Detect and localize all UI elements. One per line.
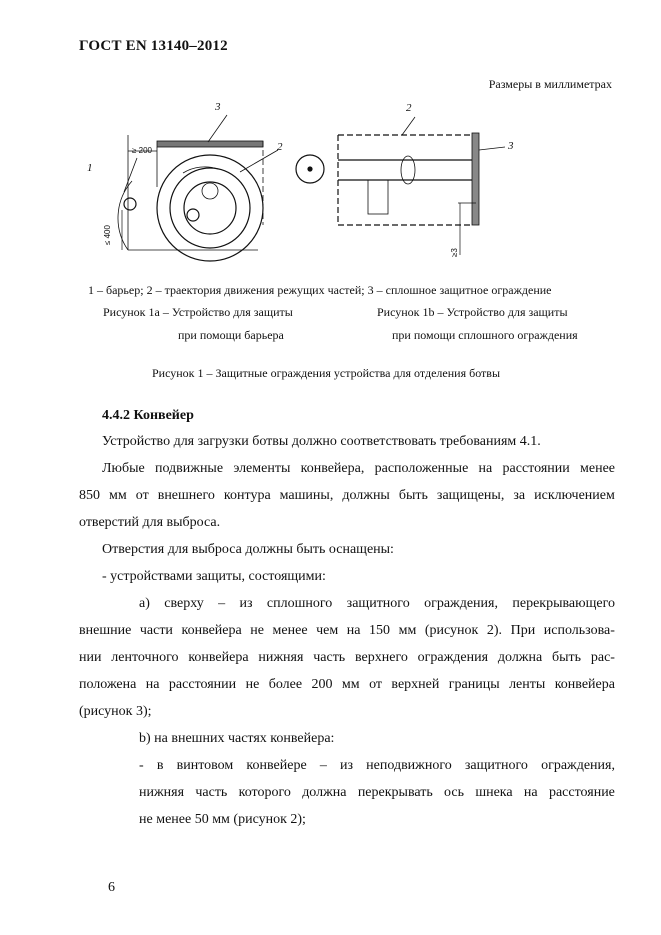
cutter-part xyxy=(187,209,199,221)
paragraph-line: Устройство для загрузки ботвы должно соответствовать требованиям 4.1. xyxy=(102,434,541,449)
cutter-trajectory-inner xyxy=(170,168,250,248)
paragraph-line: отверстий для выброса. xyxy=(79,515,221,530)
page-number: 6 xyxy=(108,880,115,895)
figure-legend: 1 – барьер; 2 – траектория движения режущих частей; 3 – сплошное защитное ограждение xyxy=(88,283,552,297)
caption-1b: Рисунок 1b – Устройство для защиты xyxy=(377,305,568,319)
dim-3: ≥3 xyxy=(450,248,459,257)
paragraph-line: 850 мм от внешнего контура машины, должны быть защищены, за исключением xyxy=(79,488,615,503)
paragraph-line: (рисунок 3); xyxy=(79,704,152,719)
label-2b: 2 xyxy=(406,102,412,114)
leader-1 xyxy=(124,158,137,192)
label-3a: 3 xyxy=(215,101,221,113)
paragraph-line: не менее 50 мм (рисунок 2); xyxy=(139,812,306,827)
units-note: Размеры в миллиметрах xyxy=(488,77,612,91)
leader-3b xyxy=(479,147,505,150)
leader-2b xyxy=(402,117,415,135)
figure-1 xyxy=(80,95,600,270)
leader-2a xyxy=(240,150,278,172)
dim-400: ≤ 400 xyxy=(103,225,112,245)
label-2a: 2 xyxy=(277,141,283,153)
leader-3a xyxy=(208,115,227,142)
barrier-marker xyxy=(124,198,136,210)
paragraph-line: положена на расстоянии не более 200 мм от верхней границы ленты конвейера xyxy=(79,677,615,692)
figure-1-drawing xyxy=(80,95,600,270)
paragraph-line: - в винтовом конвейере – из неподвижного защитного ограждения, xyxy=(139,758,615,773)
caption-1a: Рисунок 1а – Устройство для защиты xyxy=(103,305,293,319)
paragraph-line: - устройствами защиты, состоящими: xyxy=(102,569,326,584)
solid-guard xyxy=(472,133,479,225)
bracket xyxy=(368,180,388,214)
standard-number: ГОСТ EN 13140–2012 xyxy=(79,38,228,54)
figure-1-caption: Рисунок 1 – Защитные ограждения устройства для отделения ботвы xyxy=(152,366,501,380)
guard-plate xyxy=(157,141,263,147)
paragraph-line: нии ленточного конвейера нижняя часть верхнего ограждения должна быть рас- xyxy=(79,650,615,665)
paragraph-line: внешние части конвейера не менее чем на 150 мм (рисунок 2). При использова- xyxy=(79,623,615,638)
paragraph-line: а) сверху – из сплошного защитного ограждения, перекрывающего xyxy=(139,596,615,611)
caption-1a-cont: при помощи барьера xyxy=(178,328,284,342)
dim-200: ≥ 200 xyxy=(132,146,152,155)
label-1: 1 xyxy=(87,162,93,174)
paragraph-line: нижняя часть которого должна перекрывать ось шнека на расстояние xyxy=(139,785,615,800)
paragraph-line: Отверстия для выброса должны быть оснащены: xyxy=(102,542,394,557)
section-heading: 4.4.2 Конвейер xyxy=(102,408,194,423)
paragraph-line: Любые подвижные элементы конвейера, расположенные на расстоянии менее xyxy=(102,461,615,476)
cutter-trajectory-outer xyxy=(157,155,263,261)
barrier-arc xyxy=(118,181,132,250)
caption-1b-cont: при помощи сплошного ограждения xyxy=(392,328,578,342)
label-3b: 3 xyxy=(508,140,514,152)
paragraph-line: b) на внешних частях конвейера: xyxy=(139,731,335,746)
